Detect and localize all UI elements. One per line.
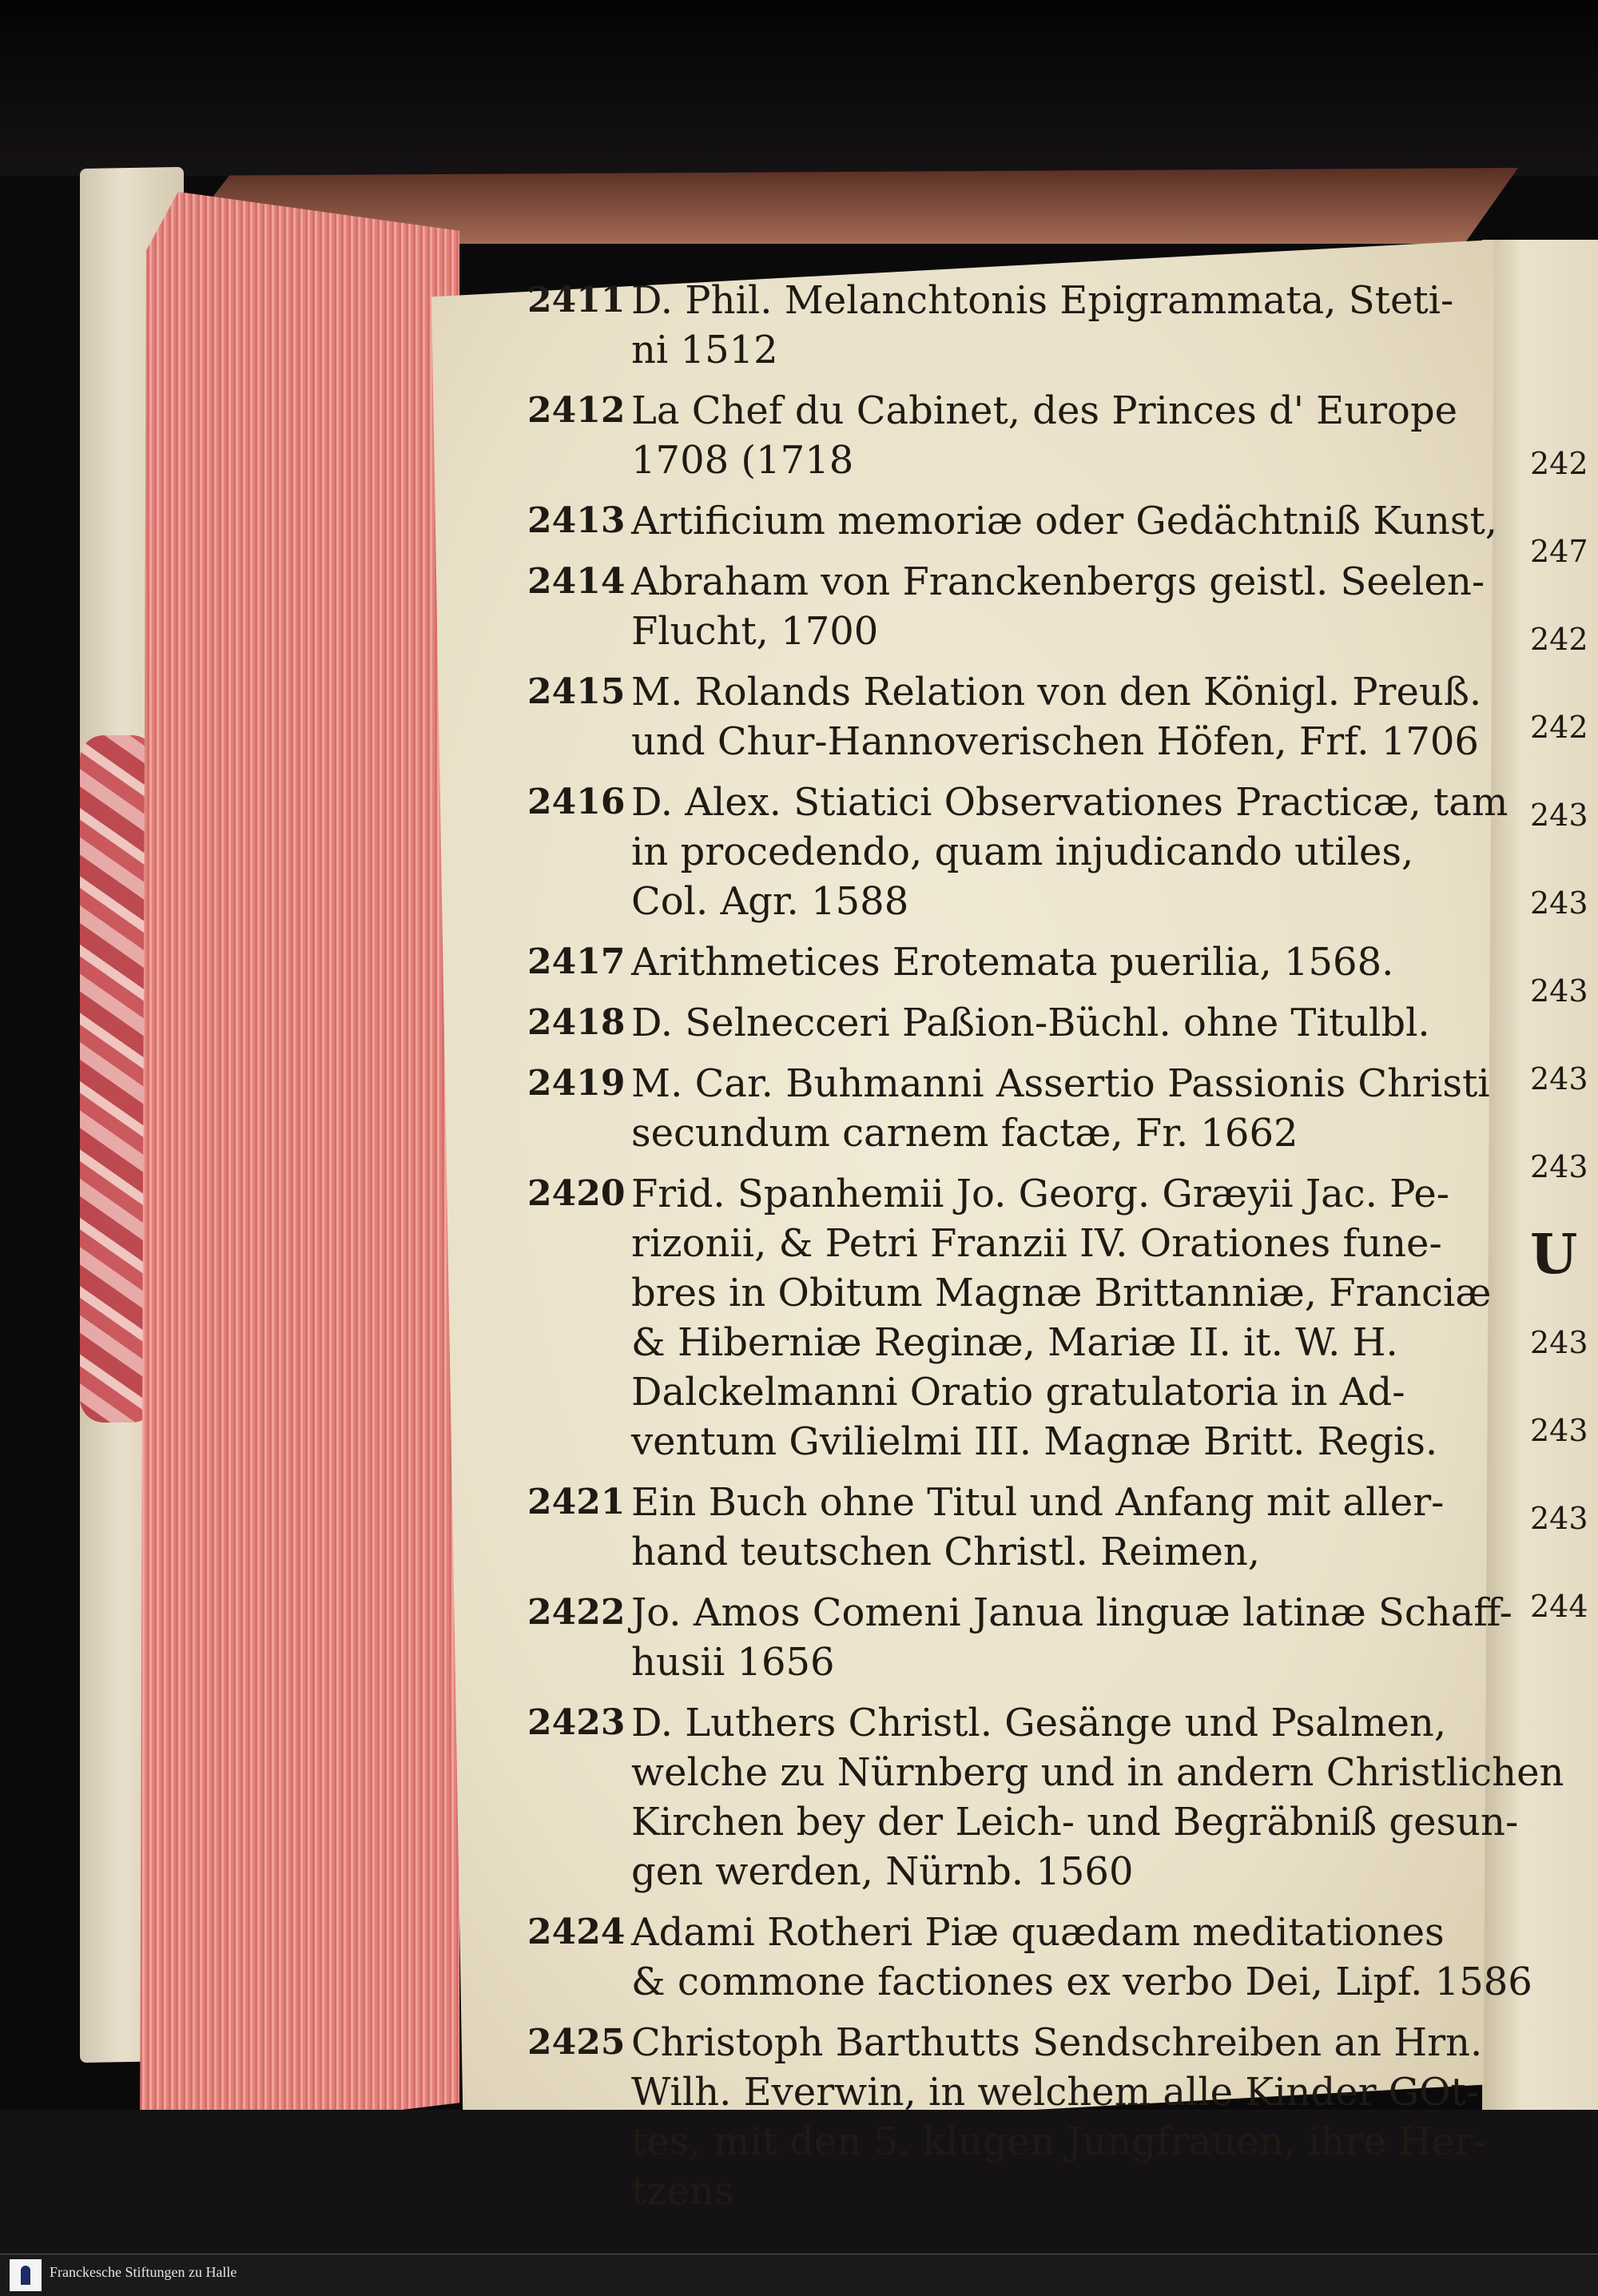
entry-2415 — [527, 667, 1482, 766]
entry-2422 — [527, 1588, 1513, 1687]
entry-line: in procedendo, quam injudicando utiles, — [631, 830, 1414, 874]
entry-2421 — [527, 1478, 1462, 1577]
footer-credit: Franckesche Stiftungen zu Halle — [50, 2264, 237, 2280]
entry-number: 2412 — [527, 390, 626, 431]
entry-line: welche zu Nürnberg und in andern Christlichen — [631, 1750, 1564, 1795]
entry-line: gen werden, Nürnb. 1560 — [631, 1849, 1134, 1894]
entry-2413 — [527, 496, 1498, 546]
entry-line: rizonii, & Petri Franzii IV. Orationes fune- — [631, 1221, 1442, 1266]
entry-number: 2423 — [527, 1702, 626, 1743]
entry-line: Adami Rotheri Piæ quædam meditationes — [631, 1910, 1445, 1955]
entry-number: 2420 — [527, 1173, 626, 1214]
entry-2425 — [527, 2018, 1486, 2216]
entry-2416 — [527, 778, 1509, 926]
entry-number: 2414 — [527, 561, 626, 602]
entry-number: 2419 — [527, 1063, 626, 1104]
entry-2418 — [527, 998, 1462, 1048]
entry-line: Jo. Amos Comeni Janua linguæ latinæ Schaff- — [631, 1590, 1513, 1635]
margin-number: 242 — [1530, 446, 1588, 481]
entry-line: 1708 (1718 — [631, 438, 854, 483]
entry-2423 — [527, 1698, 1564, 1896]
entry-line: Col. Agr. 1588 — [631, 879, 909, 924]
entry-number: 2421 — [527, 1482, 626, 1522]
margin-number: 243 — [1530, 973, 1588, 1009]
entry-line: ni 1512 — [631, 328, 778, 372]
margin-number: 243 — [1530, 1501, 1588, 1536]
entry-number: 2425 — [527, 2022, 626, 2063]
entry-line: Flucht, 1700 — [631, 609, 879, 654]
entry-line: Frid. Spanhemii Jo. Georg. Græyii Jac. Pe- — [631, 1172, 1449, 1216]
background-top — [0, 0, 1598, 176]
entry-line: D. Alex. Stiatici Observationes Practicæ, tam — [631, 780, 1509, 825]
entry-line: & Hiberniæ Reginæ, Mariæ II. it. W. H. — [631, 1320, 1398, 1365]
entry-number: 2416 — [527, 782, 626, 822]
entry-line: Christoph Barthutts Sendschreiben an Hrn. — [631, 2020, 1483, 2065]
entry-number: 2415 — [527, 671, 626, 712]
entry-line: M. Car. Buhmanni Assertio Passionis Christi — [631, 1061, 1490, 1106]
margin-letter: U — [1530, 1223, 1578, 1287]
entry-line: husii 1656 — [631, 1640, 835, 1685]
entry-line: tzens — [631, 2169, 734, 2214]
entry-line: La Chef du Cabinet, des Princes d' Europe — [631, 388, 1458, 433]
entry-line: hand teutschen Christl. Reimen, — [631, 1530, 1261, 1574]
entry-2424 — [527, 1908, 1532, 2007]
margin-number: 242 — [1530, 710, 1588, 745]
entry-line: D. Selnecceri Paßion-Büchl. ohne Titulbl. — [631, 1001, 1430, 1045]
entry-number: 2422 — [527, 1592, 626, 1633]
entry-line: & commone factiones ex verbo Dei, Lipf. 1586 — [631, 1960, 1532, 2004]
entry-line: und Chur-Hannoverischen Höfen, Frf. 1706 — [631, 719, 1479, 764]
entry-2412 — [527, 386, 1462, 485]
foundation-logo-icon — [10, 2259, 42, 2291]
entry-number: 2413 — [527, 500, 626, 541]
margin-number: 243 — [1530, 1061, 1588, 1096]
entry-line: Dalckelmanni Oratio gratulatoria in Ad- — [631, 1370, 1405, 1415]
entry-line: D. Phil. Melanchtonis Epigrammata, Steti- — [631, 278, 1454, 323]
margin-number: 243 — [1530, 798, 1588, 833]
entry-2411 — [527, 276, 1462, 375]
margin-number: 243 — [1530, 885, 1588, 921]
entry-2414 — [527, 557, 1485, 656]
entry-number: 2411 — [527, 280, 626, 320]
entry-number: 2417 — [527, 941, 626, 982]
entry-line: Ein Buch ohne Titul und Anfang mit aller- — [631, 1480, 1445, 1525]
entry-line: bres in Obitum Magnæ Brittanniæ, Franciæ — [631, 1271, 1492, 1315]
margin-number: 244 — [1530, 1589, 1588, 1624]
margin-number: 247 — [1530, 534, 1588, 569]
entry-2417 — [527, 937, 1462, 987]
margin-number: 243 — [1530, 1413, 1588, 1448]
entry-line: tes, mit den 5. klugen Jungfrauen, ihre Her- — [631, 2119, 1486, 2164]
entry-number: 2424 — [527, 1912, 626, 1952]
entry-2419 — [527, 1059, 1490, 1158]
red-page-edges — [140, 192, 459, 2142]
entry-number: 2418 — [527, 1002, 626, 1043]
entry-line: Kirchen bey der Leich- und Begräbniß gesun- — [631, 1800, 1519, 1844]
entry-line: Arithmetices Erotemata puerilia, 1568. — [631, 940, 1394, 985]
entry-line: D. Luthers Christl. Gesänge und Psalmen, — [631, 1701, 1447, 1745]
margin-number: 242 — [1530, 622, 1588, 657]
entry-line: ventum Gvilielmi III. Magnæ Britt. Regis. — [631, 1419, 1438, 1464]
margin-number: 243 — [1530, 1149, 1588, 1184]
facing-page-numbers — [1530, 448, 1598, 1678]
entry-2420 — [527, 1169, 1492, 1466]
margin-number: 243 — [1530, 1325, 1588, 1360]
entry-line: Artificium memoriæ oder Gedächtniß Kunst, — [631, 499, 1498, 543]
entry-line: secundum carnem factæ, Fr. 1662 — [631, 1111, 1298, 1156]
entry-line: Wilh. Everwin, in welchem alle Kinder GOt- — [631, 2070, 1479, 2115]
entry-line: M. Rolands Relation von den Königl. Preuß. — [631, 670, 1482, 714]
footer-bar — [0, 2254, 1598, 2296]
entry-line: Abraham von Franckenbergs geistl. Seelen- — [631, 559, 1485, 604]
